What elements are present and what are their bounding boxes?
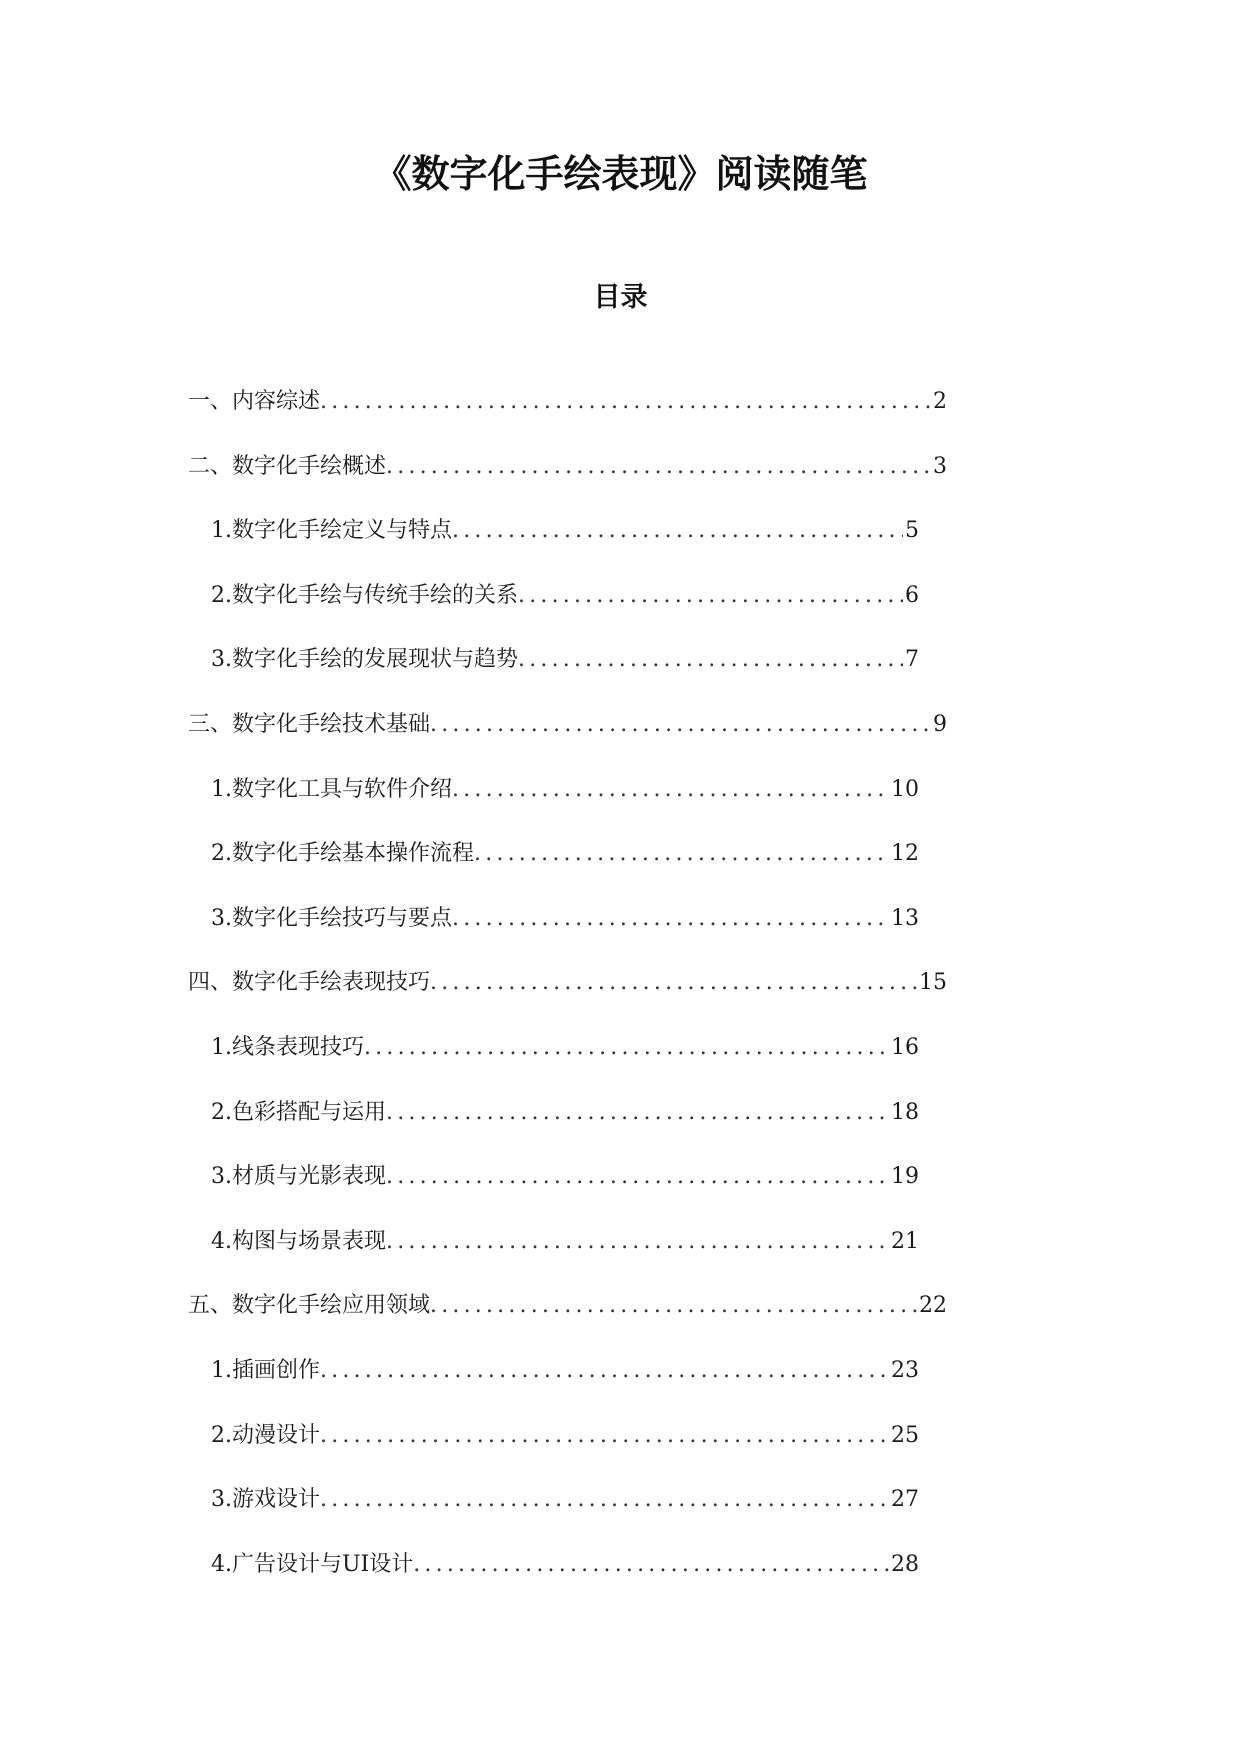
toc-entry-number: 3. xyxy=(211,905,232,931)
toc-entry-title: 一、内容综述 xyxy=(188,389,321,414)
toc-entry-number: 2. xyxy=(211,582,232,608)
toc-dot-leader xyxy=(452,901,889,937)
toc-dot-leader xyxy=(518,642,903,678)
toc-page-number: 5 xyxy=(905,518,919,544)
toc-dot-leader xyxy=(413,1547,889,1583)
toc-entry-title: 四、数字化手绘表现技巧 xyxy=(188,970,431,996)
toc-entry-title: 插画创作 xyxy=(232,1357,321,1383)
toc-section-entry[interactable] xyxy=(0,1159,1241,1224)
toc-entry-title: 游戏设计 xyxy=(232,1487,321,1513)
toc-page-number: 12 xyxy=(891,841,919,867)
toc-dot-leader xyxy=(320,1482,889,1518)
toc-page-number: 23 xyxy=(891,1357,919,1383)
toc-entry-title: 构图与场景表现 xyxy=(232,1228,387,1254)
toc-entry-title: 二、数字化手绘概述 xyxy=(188,453,387,479)
toc-entry-number: 2. xyxy=(211,1099,232,1125)
toc-page-number: 9 xyxy=(933,711,947,737)
toc-section-entry[interactable] xyxy=(0,1418,1241,1483)
toc-entry-number: 3. xyxy=(211,1487,232,1513)
toc-entry-number: 3. xyxy=(211,647,232,673)
toc-entry-title: 线条表现技巧 xyxy=(232,1034,365,1060)
toc-entry-title: 数字化手绘的发展现状与趋势 xyxy=(232,647,519,673)
toc-chapter-entry[interactable] xyxy=(0,384,1241,449)
toc-entry-number: 1. xyxy=(211,1357,232,1383)
toc-section-entry[interactable] xyxy=(0,513,1241,578)
toc-entry-title: 五、数字化手绘应用领域 xyxy=(188,1293,431,1319)
toc-section-entry[interactable] xyxy=(0,1547,1241,1612)
toc-chapter-entry[interactable] xyxy=(0,965,1241,1030)
toc-page-number: 7 xyxy=(905,647,919,673)
toc-section-entry[interactable] xyxy=(0,1030,1241,1095)
toc-entry-title: 数字化手绘与传统手绘的关系 xyxy=(232,582,519,608)
toc-dot-leader xyxy=(320,1353,889,1389)
toc-page-number: 27 xyxy=(891,1487,919,1513)
toc-dot-leader xyxy=(320,1418,889,1454)
toc-entry-title: 材质与光影表现 xyxy=(232,1164,387,1190)
toc-chapter-entry[interactable] xyxy=(0,449,1241,514)
toc-entry-number: 1. xyxy=(211,1034,232,1060)
toc-entry-number: 2. xyxy=(211,1422,232,1448)
toc-page-number: 3 xyxy=(933,453,947,479)
toc-entry-number: 3. xyxy=(211,1164,232,1190)
toc-page-number: 21 xyxy=(891,1228,919,1254)
toc-entry-title: 动漫设计 xyxy=(232,1422,321,1448)
toc-section-entry[interactable] xyxy=(0,1095,1241,1160)
toc-dot-leader xyxy=(452,513,903,549)
toc-chapter-entry[interactable] xyxy=(0,1288,1241,1353)
toc-page-number: 6 xyxy=(905,582,919,608)
toc-entry-title: 色彩搭配与运用 xyxy=(232,1099,387,1125)
toc-page-number: 10 xyxy=(891,776,919,802)
table-of-contents xyxy=(0,384,1241,1611)
toc-entry-number: 1. xyxy=(211,518,232,544)
toc-page-number: 2 xyxy=(933,389,947,414)
toc-entry-number: 2. xyxy=(211,841,232,867)
toc-entry-title: 数字化手绘基本操作流程 xyxy=(232,841,475,867)
toc-section-entry[interactable] xyxy=(0,1224,1241,1289)
toc-section-entry[interactable] xyxy=(0,642,1241,707)
toc-page-number: 19 xyxy=(891,1164,919,1190)
toc-page-number: 13 xyxy=(891,905,919,931)
toc-dot-leader xyxy=(320,384,931,420)
toc-dot-leader xyxy=(386,1095,889,1131)
toc-section-entry[interactable] xyxy=(0,901,1241,966)
toc-section-entry[interactable] xyxy=(0,1353,1241,1418)
toc-entry-number: 1. xyxy=(211,776,232,802)
toc-entry-title: 数字化手绘定义与特点 xyxy=(232,518,453,544)
toc-page-number: 25 xyxy=(891,1422,919,1448)
toc-dot-leader xyxy=(430,965,917,1001)
toc-dot-leader xyxy=(452,772,889,808)
toc-chapter-entry[interactable] xyxy=(0,707,1241,772)
toc-dot-leader xyxy=(430,707,931,743)
toc-page-number: 28 xyxy=(891,1551,919,1577)
toc-entry-title: 数字化工具与软件介绍 xyxy=(232,776,453,802)
toc-dot-leader xyxy=(386,1224,889,1260)
toc-dot-leader xyxy=(430,1288,917,1324)
toc-heading: 目录 xyxy=(593,282,648,313)
toc-dot-leader xyxy=(364,1030,889,1066)
toc-entry-title: 数字化手绘技巧与要点 xyxy=(232,905,453,931)
toc-entry-number: 4. xyxy=(211,1551,232,1577)
toc-page-number: 16 xyxy=(891,1034,919,1060)
toc-page-number: 15 xyxy=(919,970,947,996)
toc-dot-leader xyxy=(386,449,931,485)
toc-entry-title: 广告设计与UI设计 xyxy=(232,1551,414,1577)
toc-entry-title: 三、数字化手绘技术基础 xyxy=(188,711,431,737)
toc-section-entry[interactable] xyxy=(0,836,1241,901)
document-title: 《数字化手绘表现》阅读随笔 xyxy=(373,152,868,196)
toc-page-number: 22 xyxy=(919,1293,947,1319)
toc-section-entry[interactable] xyxy=(0,1482,1241,1547)
toc-page-number: 18 xyxy=(891,1099,919,1125)
toc-dot-leader xyxy=(518,578,903,614)
toc-section-entry[interactable] xyxy=(0,772,1241,837)
toc-section-entry[interactable] xyxy=(0,578,1241,643)
toc-dot-leader xyxy=(386,1159,889,1195)
toc-dot-leader xyxy=(474,836,889,872)
toc-entry-number: 4. xyxy=(211,1228,232,1254)
